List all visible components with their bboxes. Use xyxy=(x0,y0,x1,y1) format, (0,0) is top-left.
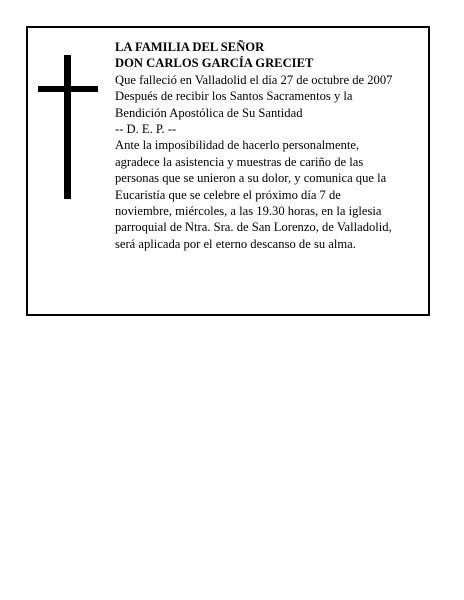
body-line: Después de recibir los Santos Sacramentos y la xyxy=(115,89,353,104)
body-line: Ante la imposibilidad de hacerlo personalmente, xyxy=(115,138,360,153)
body-line: Bendición Apostólica de Su Santidad xyxy=(115,105,303,120)
body-line: Que falleció en Valladolid el día 27 de octubre de 2007 xyxy=(115,72,393,87)
body-line: noviembre, miércoles, a las 19.30 horas, en la iglesia xyxy=(115,204,382,219)
notice-text xyxy=(115,39,423,252)
body-line: Eucaristía que se celebre el próximo día 7 de xyxy=(115,187,341,202)
rip-line: -- D. E. P. -- xyxy=(115,122,177,137)
body-line: será aplicada por el eterno descanso de su alma. xyxy=(115,236,356,251)
heading-deceased-name: DON CARLOS GARCÍA GRECIET xyxy=(115,56,314,71)
heading-family: LA FAMILIA DEL SEÑOR xyxy=(115,40,265,54)
cross-vertical-bar xyxy=(64,55,71,199)
obituary-notice xyxy=(26,26,430,316)
cross-horizontal-bar xyxy=(38,86,98,92)
body-line: parroquial de Ntra. Sra. de San Lorenzo, de Valladolid, xyxy=(115,220,392,235)
body-line: personas que se unieron a su dolor, y comunica que la xyxy=(115,171,387,186)
cross-icon xyxy=(38,55,98,199)
body-line: agradece la asistencia y muestras de cariño de las xyxy=(115,154,364,169)
